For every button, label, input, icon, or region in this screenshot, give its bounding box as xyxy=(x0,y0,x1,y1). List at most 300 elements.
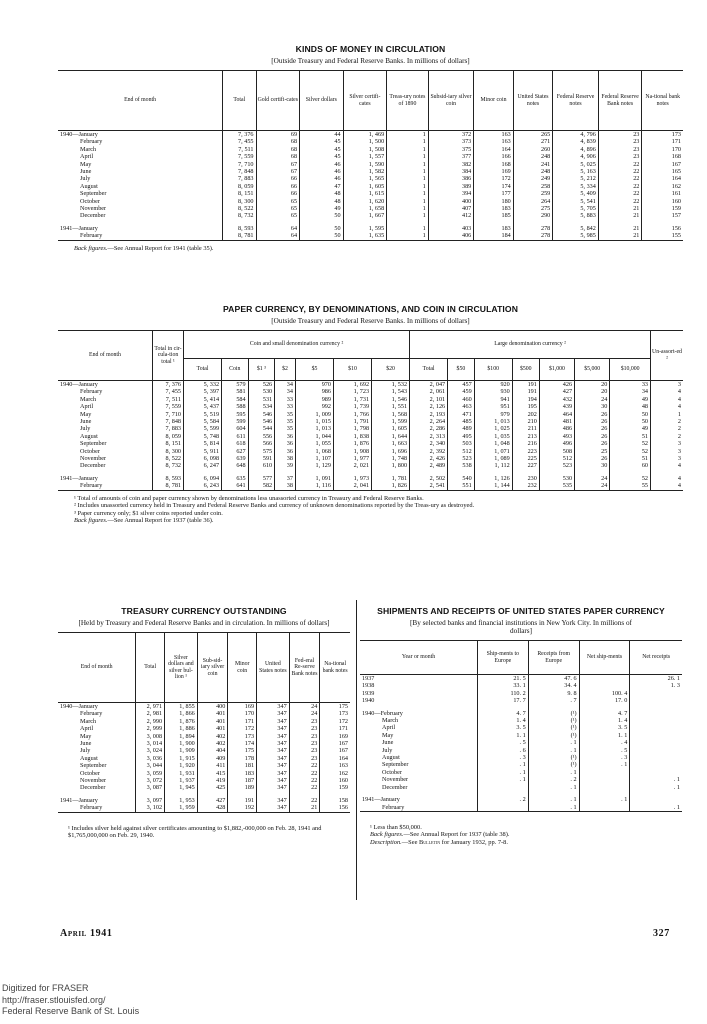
paper-cell: 599 xyxy=(222,418,249,425)
treasury-cell: 178 xyxy=(228,755,257,762)
paper-cell: 544 xyxy=(248,425,275,432)
paper-cell: 2, 101 xyxy=(410,396,448,403)
paper-row xyxy=(58,448,683,455)
paper-back-figures xyxy=(58,517,683,524)
money-cell: 50 xyxy=(300,225,344,232)
shipments-cell: 4. 7 xyxy=(579,710,630,717)
paper-cell: 36 xyxy=(275,433,296,440)
paper-group-small: Coin and small denomination currency ² xyxy=(184,331,410,359)
money-cell: 22 xyxy=(598,190,642,197)
treasury-cell: 1, 886 xyxy=(165,725,198,732)
money-row-label: February xyxy=(58,232,223,240)
paper-cell: 495 xyxy=(448,433,475,440)
paper-cell: 8, 593 xyxy=(153,475,184,482)
paper-cell: 6, 094 xyxy=(184,475,222,482)
treasury-row-label: 1941—January xyxy=(60,796,98,804)
treasury-row-label: June xyxy=(80,740,92,748)
shipments-cell xyxy=(630,724,682,731)
paper-cell: 2, 061 xyxy=(410,388,448,395)
money-cell: 65 xyxy=(256,198,300,205)
money-cell: 1 xyxy=(387,146,429,153)
paper-cell: 5, 599 xyxy=(184,425,222,432)
shipments-cell xyxy=(579,675,630,683)
digitized-line-3: Federal Reserve Bank of St. Louis xyxy=(2,1006,140,1016)
money-cell: 69 xyxy=(256,131,300,139)
paper-cell: 8, 300 xyxy=(153,448,184,455)
paper-cell: 2, 340 xyxy=(410,440,448,447)
paper-cell: 970 xyxy=(295,381,333,389)
treasury-row xyxy=(58,733,350,740)
shipments-row-label: 1937 xyxy=(362,675,375,682)
treasury-cell: 400 xyxy=(197,703,228,711)
treasury-row xyxy=(58,784,350,791)
money-col-national: Na-tional bank notes xyxy=(642,71,683,131)
treasury-cell: 172 xyxy=(228,725,257,732)
treasury-cell: 402 xyxy=(197,733,228,740)
money-cell: 241 xyxy=(513,161,553,168)
money-cell: 22 xyxy=(598,175,642,182)
money-row xyxy=(58,212,683,219)
shipments-row-label: May xyxy=(382,731,394,739)
treasury-cell: 23 xyxy=(289,755,320,762)
paper-cell: 989 xyxy=(295,396,333,403)
money-cell: 163 xyxy=(474,138,514,145)
digitized-line-1: Digitized for FRASER xyxy=(2,983,89,993)
paper-cell: 38 xyxy=(275,455,296,462)
treasury-row xyxy=(58,710,350,717)
treasury-cell: 23 xyxy=(289,733,320,740)
treasury-cell: 401 xyxy=(197,718,228,725)
paper-cell: 1, 696 xyxy=(372,448,410,455)
paper-cell: 37 xyxy=(275,475,296,482)
paper-cell: 992 xyxy=(295,403,333,410)
money-cell: 248 xyxy=(513,153,553,160)
money-cell: 278 xyxy=(513,225,553,232)
treasury-cell: 1, 855 xyxy=(165,703,198,711)
shipments-row-label: November xyxy=(382,776,409,784)
paper-cell: 202 xyxy=(512,411,539,418)
treasury-table xyxy=(58,632,350,813)
money-cell: 5, 025 xyxy=(553,161,599,168)
paper-cell: 1, 107 xyxy=(295,455,333,462)
paper-col-large: $100 xyxy=(474,359,512,381)
treasury-cell: 347 xyxy=(257,777,290,784)
paper-cell: 1, 015 xyxy=(295,418,333,425)
shipments-table-body xyxy=(360,675,682,812)
money-cell: 165 xyxy=(642,168,683,175)
paper-cell: 4 xyxy=(651,475,684,482)
paper-cell: 191 xyxy=(512,381,539,389)
shipments-cell xyxy=(579,784,630,791)
paper-cell: 213 xyxy=(512,433,539,440)
paper-cell: 556 xyxy=(248,433,275,440)
shipments-row-label: April xyxy=(382,724,396,732)
money-cell: 7, 376 xyxy=(223,131,256,139)
paper-cell: 211 xyxy=(512,425,539,432)
money-cell: 394 xyxy=(428,190,474,197)
money-cell: 23 xyxy=(598,138,642,145)
shipments-row xyxy=(360,732,682,739)
shipments-section xyxy=(360,606,682,846)
paper-cell: 52 xyxy=(610,475,651,482)
shipments-cell: . 7 xyxy=(528,697,579,704)
shipments-back-figures xyxy=(360,831,682,838)
shipments-cell: 100. 4 xyxy=(579,690,630,697)
money-cell: 65 xyxy=(256,205,300,212)
paper-cell: 227 xyxy=(512,462,539,469)
shipments-row-label: March xyxy=(382,717,399,725)
treasury-cell: 402 xyxy=(197,740,228,747)
paper-cell: 191 xyxy=(512,388,539,395)
money-col-subsidiary: Subsid-iary silver coin xyxy=(428,71,474,131)
money-cell: 384 xyxy=(428,168,474,175)
shipments-cell: 110. 2 xyxy=(478,690,529,697)
money-cell: 50 xyxy=(300,212,344,219)
paper-cell: 2, 021 xyxy=(333,462,371,469)
money-row-label: February xyxy=(80,138,103,146)
treasury-row xyxy=(58,762,350,769)
paper-cell: 577 xyxy=(248,475,275,482)
treasury-row xyxy=(58,804,350,812)
money-col-silver-dollars: Silver dollars xyxy=(300,71,344,131)
shipments-cell: . 1 xyxy=(630,804,682,812)
paper-cell: 52 xyxy=(610,440,651,447)
paper-cell: 1, 781 xyxy=(372,475,410,482)
shipments-row xyxy=(360,747,682,754)
money-cell: 8, 593 xyxy=(223,225,256,232)
shipments-cell: 1. 1 xyxy=(478,732,529,739)
money-cell: 46 xyxy=(300,168,344,175)
paper-cell: 1, 013 xyxy=(474,418,512,425)
paper-cell: 5, 519 xyxy=(184,411,222,418)
money-cell: 4, 896 xyxy=(553,146,599,153)
shipments-cell: 34. 4 xyxy=(528,682,579,689)
paper-row-label: September xyxy=(80,440,107,448)
shipments-cell xyxy=(630,717,682,724)
paper-table xyxy=(58,330,683,491)
column-divider xyxy=(356,600,357,900)
paper-cell: 1, 543 xyxy=(372,388,410,395)
paper-cell: 1, 071 xyxy=(474,448,512,455)
treasury-cell: 411 xyxy=(197,762,228,769)
paper-col-small: $10 xyxy=(333,359,371,381)
paper-cell: 2, 392 xyxy=(410,448,448,455)
paper-group-large: Large denomination currency ² xyxy=(410,331,651,359)
paper-cell: 26 xyxy=(575,425,610,432)
paper-cell: 5, 584 xyxy=(184,418,222,425)
treasury-cell: 425 xyxy=(197,784,228,791)
paper-row-label: February xyxy=(80,388,103,396)
money-cell: 21 xyxy=(598,212,642,219)
paper-row-label: 1941—January xyxy=(60,474,98,482)
treasury-cell: 1, 959 xyxy=(165,804,198,812)
shipments-back-figures-text: —See Annual Report for 1937 (table 38). xyxy=(403,831,510,839)
paper-cell: 1, 013 xyxy=(295,425,333,432)
money-cell: 173 xyxy=(642,131,683,139)
money-cell: 1, 658 xyxy=(343,205,387,212)
treasury-row-label: August xyxy=(80,754,98,762)
treasury-row-label: February xyxy=(58,804,136,812)
paper-note-2: ² Includes unassorted currency held in Treasury and Federal Reserve Banks and currency of unknown denominations reported by the Treas-ury as destroyed. xyxy=(74,502,475,510)
shipments-cell xyxy=(630,710,682,717)
shipments-row xyxy=(360,717,682,724)
paper-cell: 6, 243 xyxy=(184,482,222,490)
shipments-cell: . 5 xyxy=(579,747,630,754)
shipments-cell xyxy=(579,682,630,689)
paper-row xyxy=(58,388,683,395)
money-cell: 159 xyxy=(642,205,683,212)
paper-cell: 232 xyxy=(512,482,539,490)
treasury-cell: 22 xyxy=(289,762,320,769)
treasury-row xyxy=(58,718,350,725)
shipments-cell xyxy=(630,754,682,761)
paper-cell: 1, 748 xyxy=(372,455,410,462)
paper-cell: 36 xyxy=(275,440,296,447)
paper-cell: 1, 044 xyxy=(295,433,333,440)
money-cell: 403 xyxy=(428,225,474,232)
paper-cell: 2, 041 xyxy=(333,482,371,490)
treasury-cell: 173 xyxy=(228,733,257,740)
paper-cell: 216 xyxy=(512,440,539,447)
paper-cell: 55 xyxy=(610,482,651,490)
money-cell: 160 xyxy=(642,198,683,205)
money-cell: 66 xyxy=(256,183,300,190)
paper-cell: 1, 112 xyxy=(474,462,512,469)
paper-cell: 1, 723 xyxy=(333,388,371,395)
paper-cell: 591 xyxy=(248,455,275,462)
treasury-cell: 24 xyxy=(289,703,320,711)
shipments-description-text-a: —See xyxy=(401,838,419,846)
shipments-cell: (¹) xyxy=(528,761,579,768)
paper-col-small: $5 xyxy=(295,359,333,381)
treasury-cell: 347 xyxy=(257,718,290,725)
paper-cell: 1, 048 xyxy=(474,440,512,447)
money-cell: 177 xyxy=(474,190,514,197)
treasury-cell: 3, 072 xyxy=(136,777,165,784)
paper-row-label: November xyxy=(80,455,107,463)
money-row-label: 1940—January xyxy=(60,131,98,138)
paper-col-small: $1 ³ xyxy=(248,359,275,381)
paper-cell: 526 xyxy=(248,381,275,389)
money-cell: 389 xyxy=(428,183,474,190)
money-cell: 275 xyxy=(513,205,553,212)
paper-cell: 2 xyxy=(651,433,684,440)
shipments-cell: . 1 xyxy=(528,796,579,803)
shipments-cell: (¹) xyxy=(528,754,579,761)
money-table-body xyxy=(58,131,683,241)
money-subtitle: [Outside Treasury and Federal Reserve Banks. In millions of dollars] xyxy=(271,57,470,65)
money-cell: 21 xyxy=(598,232,642,240)
paper-table-body xyxy=(58,381,683,491)
money-cell: 5, 883 xyxy=(553,212,599,219)
paper-cell: 2, 426 xyxy=(410,455,448,462)
money-cell: 64 xyxy=(256,225,300,232)
paper-cell: 5, 397 xyxy=(184,388,222,395)
paper-cell: 530 xyxy=(248,388,275,395)
paper-cell: 1, 009 xyxy=(295,411,333,418)
shipments-row-label: August xyxy=(382,754,400,762)
shipments-cell: . 1 xyxy=(528,804,579,812)
shipments-cell: (¹) xyxy=(528,717,579,724)
paper-cell: 1, 838 xyxy=(333,433,371,440)
treasury-cell: 427 xyxy=(197,797,228,804)
money-cell: 68 xyxy=(256,138,300,145)
money-cell: 4, 839 xyxy=(553,138,599,145)
treasury-cell: 160 xyxy=(320,777,350,784)
money-cell: 1, 620 xyxy=(343,198,387,205)
money-back-figures xyxy=(58,245,683,252)
money-cell: 264 xyxy=(513,198,553,205)
treasury-col-month: End of month xyxy=(58,633,136,703)
paper-cell: 7, 511 xyxy=(153,396,184,403)
treasury-row-label: February xyxy=(80,710,103,718)
paper-cell: 6, 247 xyxy=(184,462,222,469)
money-cell: 48 xyxy=(300,190,344,197)
treasury-row-label: March xyxy=(80,717,97,725)
treasury-cell: 1, 876 xyxy=(165,718,198,725)
money-cell: 4, 796 xyxy=(553,131,599,139)
paper-cell: 523 xyxy=(448,455,475,462)
paper-cell: 512 xyxy=(539,455,574,462)
treasury-cell: 189 xyxy=(228,784,257,791)
paper-cell: 2, 047 xyxy=(410,381,448,389)
shipments-cell: . 3 xyxy=(478,754,529,761)
paper-note-3: ³ Paper currency only; $1 silver coins reported under coin. xyxy=(74,509,223,517)
treasury-col-total: Total xyxy=(136,633,165,703)
paper-cell: 1, 800 xyxy=(372,462,410,469)
money-cell: 278 xyxy=(513,232,553,240)
treasury-col-us-notes: United States notes xyxy=(257,633,290,703)
treasury-cell: 22 xyxy=(289,770,320,777)
money-cell: 8, 522 xyxy=(223,205,256,212)
paper-row xyxy=(58,381,683,389)
shipments-cell: 17. 0 xyxy=(579,697,630,704)
paper-cell: 5, 332 xyxy=(184,381,222,389)
shipments-cell: 1. 1 xyxy=(579,732,630,739)
paper-cell: 35 xyxy=(275,418,296,425)
shipments-header-row xyxy=(360,641,682,675)
treasury-section xyxy=(58,606,350,840)
money-row xyxy=(58,225,683,232)
paper-cell: 5, 748 xyxy=(184,433,222,440)
money-cell: 46 xyxy=(300,161,344,168)
shipments-cell xyxy=(579,776,630,783)
money-row xyxy=(58,175,683,182)
paper-cell: 540 xyxy=(448,475,475,482)
money-cell: 65 xyxy=(256,212,300,219)
shipments-cell xyxy=(579,804,630,812)
treasury-cell: 162 xyxy=(320,770,350,777)
treasury-cell: 167 xyxy=(320,747,350,754)
shipments-cell: . 1 xyxy=(478,776,529,783)
treasury-cell: 22 xyxy=(289,777,320,784)
shipments-row-label: 1940 xyxy=(362,697,375,705)
shipments-cell: . 1 xyxy=(528,747,579,754)
money-cell: 8, 059 xyxy=(223,183,256,190)
money-row xyxy=(58,232,683,240)
shipments-cell xyxy=(478,784,529,791)
paper-cell: 8, 732 xyxy=(153,462,184,469)
treasury-cell: 347 xyxy=(257,733,290,740)
money-cell: 185 xyxy=(474,212,514,219)
treasury-cell: 401 xyxy=(197,725,228,732)
money-cell: 8, 781 xyxy=(223,232,256,240)
paper-cell: 584 xyxy=(222,396,249,403)
money-cell: 260 xyxy=(513,146,553,153)
money-cell: 373 xyxy=(428,138,474,145)
shipments-cell: . 2 xyxy=(478,796,529,803)
money-row xyxy=(58,131,683,139)
paper-cell: 639 xyxy=(222,455,249,462)
money-cell: 161 xyxy=(642,190,683,197)
money-cell: 66 xyxy=(256,175,300,182)
shipments-cell: (¹) xyxy=(528,732,579,739)
shipments-description xyxy=(360,839,682,846)
shipments-cell xyxy=(630,690,682,697)
money-col-month: End of month xyxy=(58,71,223,131)
treasury-cell: 23 xyxy=(289,725,320,732)
money-cell: 1, 500 xyxy=(343,138,387,145)
paper-cell: 33 xyxy=(610,381,651,389)
shipments-description-bulletin: Bulletin xyxy=(419,838,441,846)
treasury-cell: 347 xyxy=(257,770,290,777)
paper-cell: 1, 532 xyxy=(372,381,410,389)
money-col-silver-certificates: Silver certifi-cates xyxy=(343,71,387,131)
digitized-line-2[interactable]: http://fraser.stlouisfed.org/ xyxy=(2,994,106,1005)
paper-cell: 627 xyxy=(222,448,249,455)
paper-cell: 48 xyxy=(610,403,651,410)
shipments-table xyxy=(360,640,682,812)
paper-col-small: $2 xyxy=(275,359,296,381)
money-cell: 164 xyxy=(642,175,683,182)
money-cell: 45 xyxy=(300,153,344,160)
shipments-cell: 17. 7 xyxy=(478,697,529,704)
treasury-cell: 164 xyxy=(320,755,350,762)
paper-cell: 1, 908 xyxy=(333,448,371,455)
paper-cell: 635 xyxy=(222,475,249,482)
shipments-cell: . 1 xyxy=(478,761,529,768)
money-row-label: 1941—January xyxy=(60,224,98,232)
paper-row xyxy=(58,433,683,440)
paper-cell: 460 xyxy=(448,396,475,403)
paper-cell: 38 xyxy=(275,482,296,490)
paper-cell: 427 xyxy=(539,388,574,395)
money-cell: 23 xyxy=(598,146,642,153)
shipments-cell xyxy=(630,761,682,768)
paper-row-label: May xyxy=(80,410,92,418)
treasury-cell: 347 xyxy=(257,725,290,732)
money-row-label: August xyxy=(80,182,98,190)
money-cell: 249 xyxy=(513,175,553,182)
paper-cell: 33 xyxy=(275,403,296,410)
money-cell: 1, 590 xyxy=(343,161,387,168)
paper-cell: 3 xyxy=(651,448,684,455)
treasury-cell: 1, 866 xyxy=(165,710,198,717)
shipments-row-label: 1940—February xyxy=(362,709,403,717)
money-cell: 162 xyxy=(642,183,683,190)
paper-cell: 481 xyxy=(539,418,574,425)
paper-cell: 941 xyxy=(474,396,512,403)
shipments-row xyxy=(360,784,682,791)
paper-col-small: Coin xyxy=(222,359,249,381)
paper-back-figures-label: Back figures. xyxy=(74,516,108,524)
paper-cell: 2, 541 xyxy=(410,482,448,490)
paper-cell: 50 xyxy=(610,418,651,425)
shipments-cell: 21. 5 xyxy=(478,675,529,683)
paper-cell: 503 xyxy=(448,440,475,447)
paper-cell: 489 xyxy=(448,425,475,432)
paper-row-label: October xyxy=(80,447,100,455)
